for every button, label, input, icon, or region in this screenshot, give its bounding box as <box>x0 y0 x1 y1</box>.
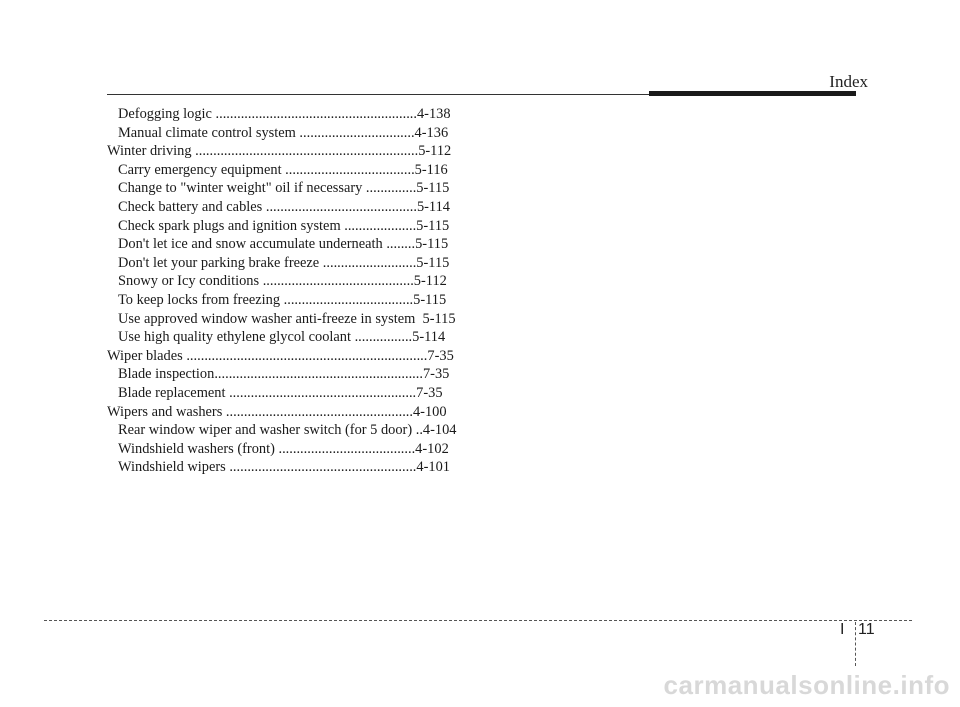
index-entry: Blade inspection..........................................................7-35 <box>118 366 450 383</box>
index-entry: Check battery and cables ..........................................5-114 <box>118 198 450 215</box>
index-entry: Windshield wipers ....................................................4-101 <box>118 459 450 476</box>
index-entry: Use high quality ethylene glycol coolant ................5-114 <box>118 329 446 346</box>
index-entry: Change to "winter weight" oil if necessary ..............5-115 <box>118 180 450 197</box>
index-entry: Manual climate control system ................................4-136 <box>118 124 449 141</box>
index-entry: Check spark plugs and ignition system ....................5-115 <box>118 217 450 234</box>
index-entry: Use approved window washer anti-freeze in system 5-115 <box>118 310 456 327</box>
index-entry: Wipers and washers ....................................................4-100 <box>107 403 447 420</box>
index-entry: Snowy or Icy conditions ..........................................5-112 <box>118 273 447 290</box>
index-entry: To keep locks from freezing ....................................5-115 <box>118 291 447 308</box>
index-entry: Winter driving ..............................................................5-112 <box>107 143 452 160</box>
index-entry: Don't let your parking brake freeze ..........................5-115 <box>118 254 450 271</box>
index-entry: Wiper blades ...................................................................7-35 <box>107 347 454 364</box>
index-entry: Blade replacement ....................................................7-35 <box>118 384 443 401</box>
header-rule <box>107 94 649 95</box>
header-accent-bar <box>649 91 856 96</box>
watermark: carmanualsonline.info <box>663 670 950 700</box>
index-entry: Don't let ice and snow accumulate underneath ........5-115 <box>118 236 449 253</box>
index-entry: Defogging logic ........................................................4-138 <box>118 106 451 122</box>
index-entry: Rear window wiper and washer switch (for 5 door) ..4-104 <box>118 422 457 439</box>
index-list <box>107 105 467 477</box>
index-entry: Carry emergency equipment ....................................5-116 <box>118 161 448 178</box>
footer-dashed-rule <box>44 620 912 621</box>
section-letter: I <box>840 621 845 638</box>
footer-divider <box>855 622 856 666</box>
index-entry: Windshield washers (front) ......................................4-102 <box>118 440 449 457</box>
page-title: Index <box>829 72 868 91</box>
page-num: 11 <box>858 621 875 638</box>
